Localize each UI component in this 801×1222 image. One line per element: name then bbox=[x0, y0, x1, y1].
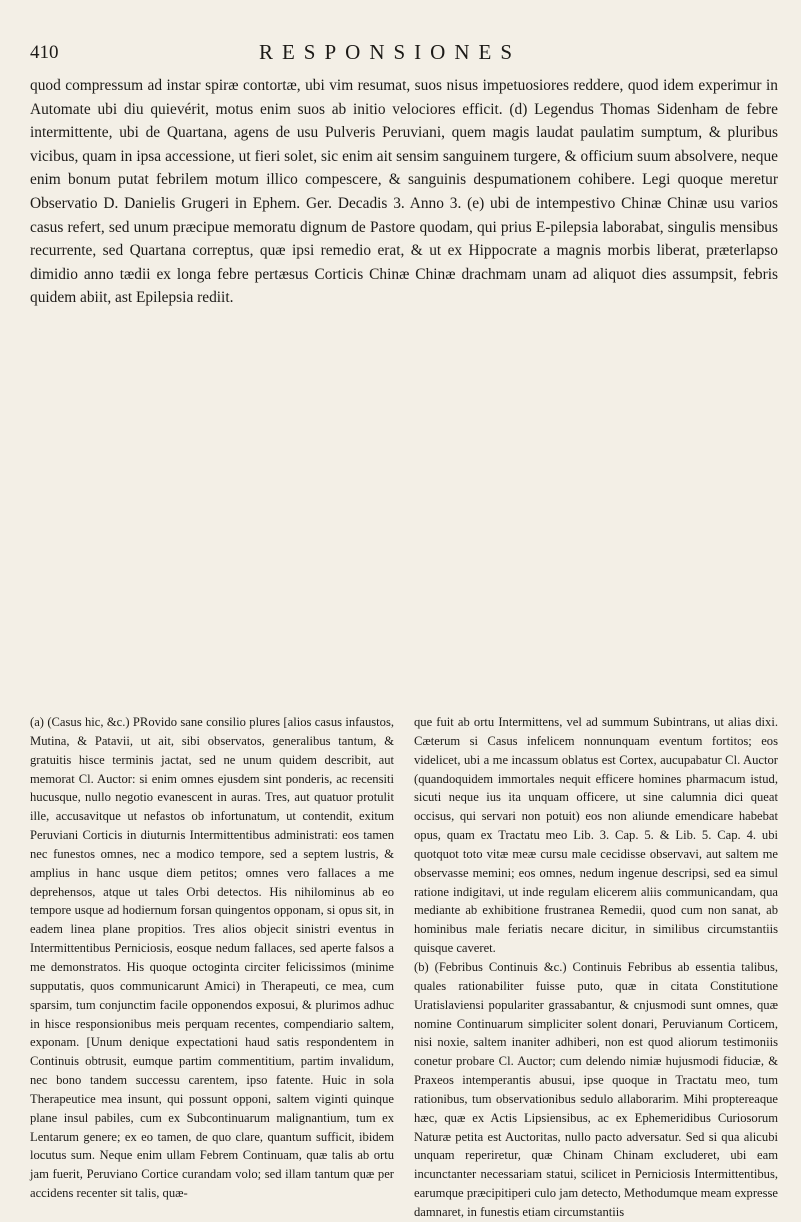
main-text bbox=[30, 74, 778, 310]
footnotes-left-column bbox=[30, 713, 394, 1222]
page-number: 410 bbox=[30, 42, 59, 63]
footnote-b: (b) (Febribus Continuis &c.) Continuis Febribus ab essentia talibus, quales rationabiliter fuisse puto, quæ in citata Constitutione Uratislaviensi populariter grassabantur, & cnjusmodi sunt omnes, quæ nomine Continuarum simpliciter solent donari, Peruvianum Corticem, nisi noxie, saltem inaniter adhiberi, non est quod aliorum testimoniis conetur probare Cl. Auctor; cum delendo nimiæ hujusmodi fiduciæ, & Praxeos intemperantis abusui, ipse quoque in Tractatu meo, tum rationibus, tum observationibus sedulo allaborarim. Mihi proptereaque hæc, quæ ex Actis Lipsiensibus, ac ex Ephemeridibus Curiosorum Naturæ petita est Auctoritas, nullo pacto adversatur. Sed si qua alicubi unquam reperiretur, quæ Chinam Chinam excluderet, ubi eam incunctanter necessariam statui, scilicet in Perniciosis Intermittentibus, earumque præcipitiperi culo jam detecto, Methodumque meam expresse damnaret, in funestis etiam circumstantiis bbox=[414, 959, 778, 1219]
footnote-a: (a) (Casus hic, &c.) PRovido sane consilio plures [alios casus infaustos, Mutina, & Patavii, ut ait, sibi observatos, generalibus tantum, & gratuitis hisce terminis jactat, sed ne unum quidem describit, aut memorat Cl. Auctor: si enim omnes ejusdem sint ponderis, ac recensiti hucusque, nullo negotio evanescent in auras. Tres, aut quatuor protulit ille, accusavitque ut nefastos ob infortunatum, ut contendit, exitum Peruviani Corticis in diuturnis Intermittentibus administrati: eos tamen nec funestos omnes, nec a modico tempore, sed a septem lustris, & amplius in hanc usque diem petitos; omnes vero fallaces a me deprehensos, atque ut tales Orbi detectos. His nihilominus ab eo tempore usque ad hodiernum forsan quingentos opponam, si opus sit, in eadem linea plane propitios. Tres alios objecit sinistri eventus in Intermittentibus Perniciosis, eosque nedum fallaces, sed aperte falsos a me demonstratos. His quoque octoginta circiter felicissimos (minime supputatis, quos communicarunt Amici) in Therapeuti, ce mea, cum sparsim, tum conjunctim facile opponendos exposui, & plurimos adhuc in hisce responsionibus meis perquam recentes, compendiario saltem, exponam. [Unum denique expectationi haud satis respondentem in Continuis obtrusit, eumque partim commentitium, partim invalidum, nec bono tandem successu carentem, ipso fatente. Huic in sola Therapeutice mea insunt, qui possunt opponi, saltem viginti quinque plane insul pabiles, cum ex Subcontinuarum malignantium, tum ex Lentarum genere; ex eo tamen, de quo clare, quantum sufficit, ibidem locutus sum. Neque enim ullam Febrem Continuam, quæ talis ab ortu jam fuerit, Peruviano Cortice curandam volo; sed illam tantum quæ per accidens recenter sit talis, quæ- bbox=[30, 715, 394, 1201]
footnote-a-continued: que fuit ab ortu Intermittens, vel ad summum Subintrans, ut alias dixi. Cæterum si Casus infelicem nonnunquam eventum fortitos; eos videlicet, ubi a me incassum oblatus est Cortex, aucupabatur Cl. Auctor (quandoquidem immortales nequit efficere homines pharmacum istud, sicuti neque ius ita unquam officere, ut sine calumnia dici queat occisus, qui servari non potuit) eos non aliunde emendicare habebat opus, quam ex Tractatu meo Lib. 3. Cap. 5. & Lib. 5. Cap. 4. ubi quotquot toto vitæ meæ cursu male cecidisse observavi, aut saltem me observasse memini; eos omnes, nedum ingenue descripsi, sed ea simul ratione indigitavi, ut inde regulam elicerem aliis communicandam, qua mediante ab exhibitione frustranea Remedii, quod cum non sanat, ab hominibus male feriatis necare dicitur, in similibus circumstantiis quisque caveret. bbox=[414, 715, 778, 956]
running-head: RESPONSIONES bbox=[258, 40, 522, 64]
main-paragraph: quod compressum ad instar spiræ contortæ, ubi vim resumat, suos nisus impetuosiores reddere, quod idem experimur in Automate ubi diu quievérit, motus enim suos ab initio velociores efficit. (d) Legendus Thomas Sidenham de febre intermittente, ubi de Quartana, agens de usu Pulveris Peruviani, quem magis laudat paulatim sumptum, & pluribus vicibus, quam in ipsa accessione, ut fieri solet, sic enim ait sensim sanguinem turgere, & officium suum absolvere, neque enim bonum putat febrilem motum illico compescere, & sanguinis despumationem cohibere. Legi quoque meretur Observatio D. Danielis Grugeri in Ephem. Ger. Decadis 3. Anno 3. (e) ubi de intempestivo Chinæ Chinæ usu varios casus refert, sed unum præcipue memoratu dignum de Pastore quodam, qui prius E-pilepsia laborabat, singulis mensibus recurrente, sed Quartana correptus, quæ ipsi remedio erat, & ut ex Hippocrate a magnis morbis liberat, præterlapso dimidio anno tædii ex longa febre pertæsus Corticis Chinæ Chinæ drachmam unam ad aliquot dies assumpsit, febris quidem abiit, ast Epilepsia rediit. bbox=[30, 77, 778, 307]
footnotes bbox=[30, 713, 778, 1222]
page-header bbox=[30, 40, 775, 70]
footnotes-right-column bbox=[414, 713, 778, 1222]
